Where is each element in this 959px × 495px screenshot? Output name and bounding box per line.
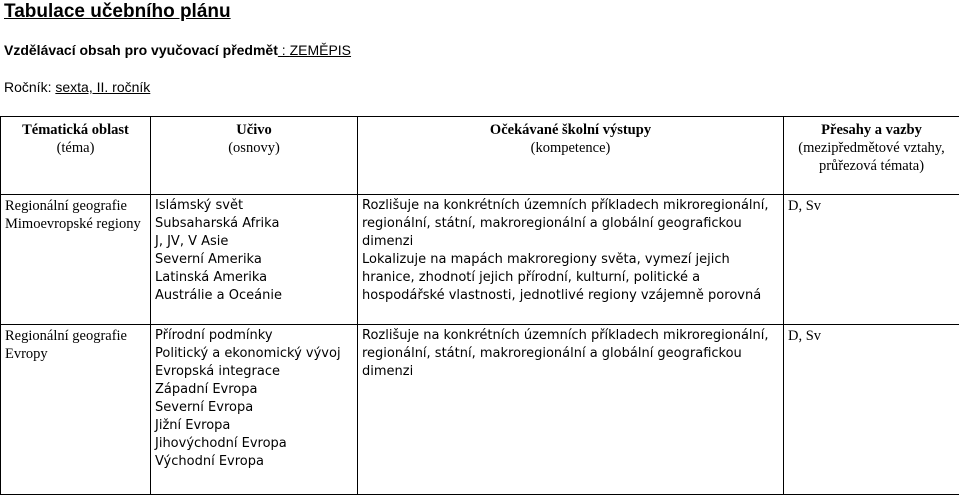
outcome-item: Lokalizuje na mapách makroregiony světa, vymezí jejich hranice, zhodnotí jejich přírodní, kulturní, politické a hospodářské vlastnosti, jednotlivé regiony vzájemně porovná	[362, 251, 779, 305]
curriculum-table	[0, 116, 959, 495]
header-area: Tématická oblast (téma)	[1, 117, 151, 195]
subject-value: ZEMĚPIS	[290, 42, 351, 58]
grade-label: Ročník:	[4, 79, 55, 95]
outcome-item: Rozlišuje na konkrétních územních příkladech mikroregionální, regionální, státní, makroregionální a globální geografickou dimenzi	[362, 327, 779, 381]
subject-label: Vzdělávací obsah pro vyučovací předmět	[4, 42, 278, 58]
curriculum-item: Jihovýchodní Evropa	[155, 435, 353, 453]
curriculum-item: J, JV, V Asie	[155, 233, 353, 251]
curriculum-item: Jižní Evropa	[155, 417, 353, 435]
table-header-row	[1, 117, 959, 195]
header-outcomes: Očekávané školní výstupy (kompetence)	[358, 117, 784, 195]
curriculum-item: Politický a ekonomický vývoj	[155, 345, 353, 363]
curriculum-item: Austrálie a Oceánie	[155, 287, 353, 305]
subject-line	[4, 41, 351, 59]
header-links: Přesahy a vazby (mezipředmětové vztahy, průřezová témata)	[784, 117, 959, 195]
curriculum-item: Severní Evropa	[155, 399, 353, 417]
grade-value: sexta, II. ročník	[55, 79, 150, 95]
links-cell: D, Sv	[784, 325, 959, 495]
curriculum-item: Subsaharská Afrika	[155, 215, 353, 233]
table-row	[1, 195, 959, 325]
curriculum-item: Evropská integrace	[155, 363, 353, 381]
outcomes-cell	[358, 325, 784, 495]
area-cell: Regionální geografie Evropy	[1, 325, 151, 495]
area-cell: Regionální geografie Mimoevropské regiony	[1, 195, 151, 325]
subject-separator: :	[278, 42, 290, 58]
curriculum-item: Severní Amerika	[155, 251, 353, 269]
outcome-item: Rozlišuje na konkrétních územních příkladech mikroregionální, regionální, státní, makroregionální a globální geografickou dimenzi	[362, 197, 779, 251]
curriculum-item: Přírodní podmínky	[155, 327, 353, 345]
grade-line	[4, 78, 150, 96]
curriculum-item: Východní Evropa	[155, 453, 353, 471]
page-title: Tabulace učebního plánu	[4, 0, 231, 24]
curriculum-item: Islámský svět	[155, 197, 353, 215]
curriculum-cell	[151, 325, 358, 495]
links-cell: D, Sv	[784, 195, 959, 325]
curriculum-item: Západní Evropa	[155, 381, 353, 399]
table-row	[1, 325, 959, 495]
curriculum-item: Latinská Amerika	[155, 269, 353, 287]
outcomes-cell	[358, 195, 784, 325]
header-curriculum: Učivo (osnovy)	[151, 117, 358, 195]
curriculum-cell	[151, 195, 358, 325]
